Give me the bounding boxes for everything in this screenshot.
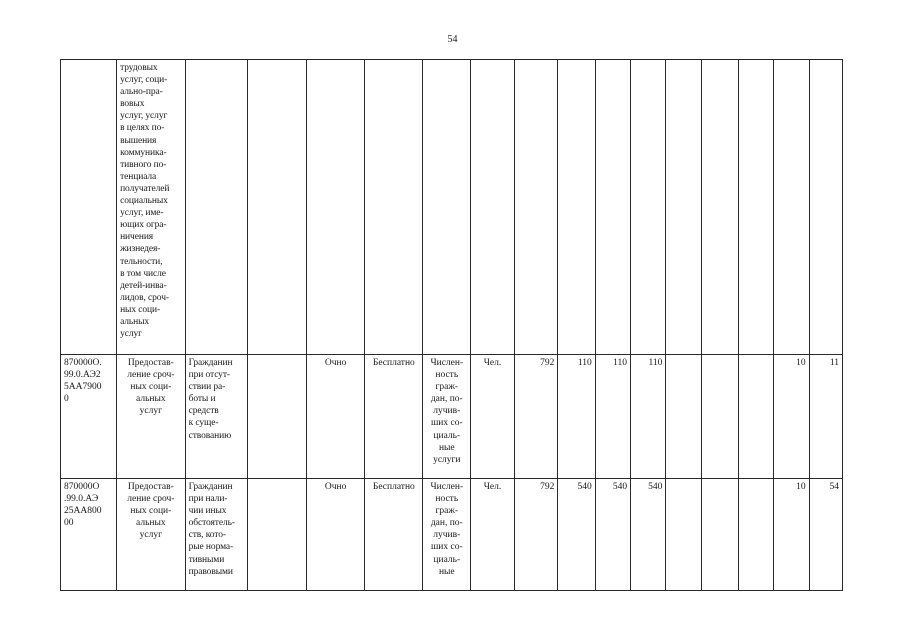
page-number: 54 xyxy=(447,34,458,45)
cell-value-3: 540 xyxy=(631,479,666,591)
service-continuation-text: трудовых услуг, соци- ально-пра- вовых услуг, услуг в целях по- вышения коммуника- тивного по- тенциала получателей социальных услуг, име- ющих огра- ничения жизнедея- тельности, в том числе детей-инва- лидов, сроч- ных соци- альных услуг xyxy=(120,63,170,340)
cell-unit: Чел. xyxy=(471,479,515,591)
cell-code xyxy=(61,60,117,355)
cell-indicator: Числен- ность граж- дан, по- лучив- ших со- циаль- ные услуги xyxy=(423,355,471,479)
table-row xyxy=(61,479,843,591)
table-row xyxy=(61,355,843,479)
cell-service-continuation xyxy=(117,60,186,355)
cell-value-2: 110 xyxy=(595,355,630,479)
cell-okei: 792 xyxy=(514,355,558,479)
cell-form: Очно xyxy=(307,479,365,591)
cell-code: 870000О. 99.0.АЭ2 5АА7900 0 xyxy=(61,355,117,479)
cell-deviation: 11 xyxy=(809,355,842,479)
cell-payment: Бесплатно xyxy=(365,479,423,591)
cell-percent: 10 xyxy=(774,355,809,479)
cell-condition: Гражданин при нали- чии иных обстоятель- ств, кото- рые норма- тивными правовыми xyxy=(185,479,247,591)
cell-payment: Бесплатно xyxy=(365,355,423,479)
cell-form: Очно xyxy=(307,355,365,479)
cell-value-2: 540 xyxy=(595,479,630,591)
services-table xyxy=(60,59,843,591)
cell-code: 870000О .99.0.АЭ 25АА800 00 xyxy=(61,479,117,591)
cell-service: Предостав- ление сроч- ных соци- альных услуг xyxy=(117,355,186,479)
continuation-row xyxy=(61,60,843,355)
cell-okei: 792 xyxy=(514,479,558,591)
cell-indicator: Числен- ность граж- дан, по- лучив- ших со- циаль- ные xyxy=(423,479,471,591)
cell-value-1: 110 xyxy=(558,355,595,479)
cell-value-3: 110 xyxy=(631,355,666,479)
cell-percent: 10 xyxy=(774,479,809,591)
cell-deviation: 54 xyxy=(809,479,842,591)
cell-unit: Чел. xyxy=(471,355,515,479)
cell-condition: Гражданин при отсут- ствии ра- боты и средств к суще- ствованию xyxy=(185,355,247,479)
cell-value-1: 540 xyxy=(558,479,595,591)
cell-service: Предостав- ление сроч- ных соци- альных услуг xyxy=(117,479,186,591)
